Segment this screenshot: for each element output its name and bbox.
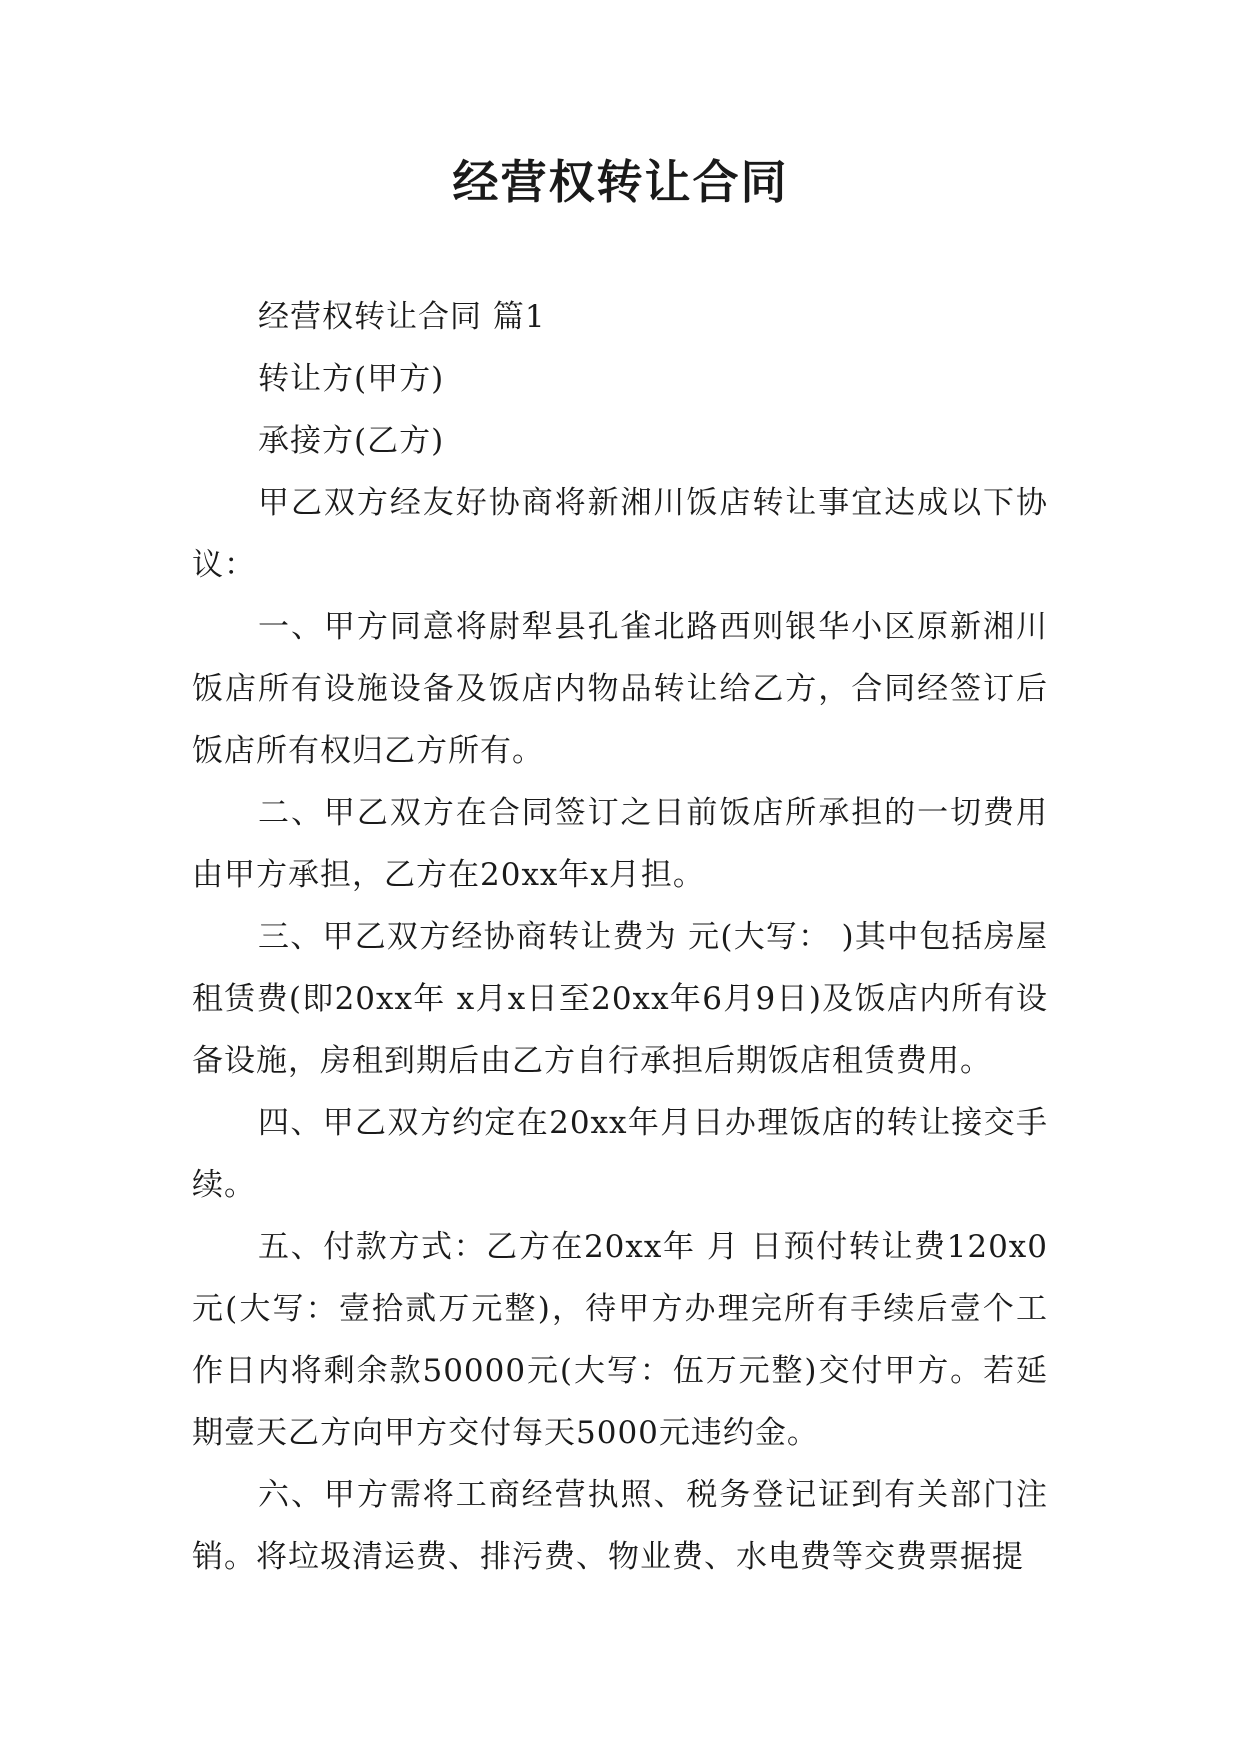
paragraph-clause-6: 六、甲方需将工商经营执照、税务登记证到有关部门注销。将垃圾清运费、排污费、物业费、水电费等交费票据提 [192, 1477, 1048, 1575]
document-title: 经营权转让合同 [452, 155, 789, 209]
document-body [192, 286, 1048, 1588]
paragraph-intro: 甲乙双方经友好协商将新湘川饭店转让事宜达成以下协议： [192, 485, 1048, 583]
paragraph-party-b: 承接方(乙方) [258, 423, 445, 459]
paragraph-clause-1: 一、甲方同意将尉犁县孔雀北路西则银华小区原新湘川饭店所有设施设备及饭店内物品转让给乙方，合同经签订后饭店所有权归乙方所有。 [192, 609, 1048, 769]
paragraph-clause-4: 四、甲乙双方约定在20xx年月日办理饭店的转让接交手续。 [192, 1105, 1048, 1203]
paragraph-clause-5: 五、付款方式：乙方在20xx年 月 日预付转让费120x0元(大写：壹拾贰万元整)，待甲方办理完所有手续后壹个工作日内将剩余款50000元(大写：伍万元整)交付甲方。若延期壹天乙方向甲方交付每天5000元违约金。 [192, 1229, 1048, 1451]
paragraph-clause-2: 二、甲乙双方在合同签订之日前饭店所承担的一切费用由甲方承担，乙方在20xx年x月担。 [192, 795, 1048, 893]
paragraph-clause-3: 三、甲乙双方经协商转让费为 元(大写： )其中包括房屋租赁费(即20xx年 x月x日至20xx年6月9日)及饭店内所有设备设施，房租到期后由乙方自行承担后期饭店租赁费用。 [192, 919, 1048, 1079]
paragraph-party-a: 转让方(甲方) [258, 361, 445, 397]
paragraph-heading: 经营权转让合同 篇1 [258, 299, 546, 335]
